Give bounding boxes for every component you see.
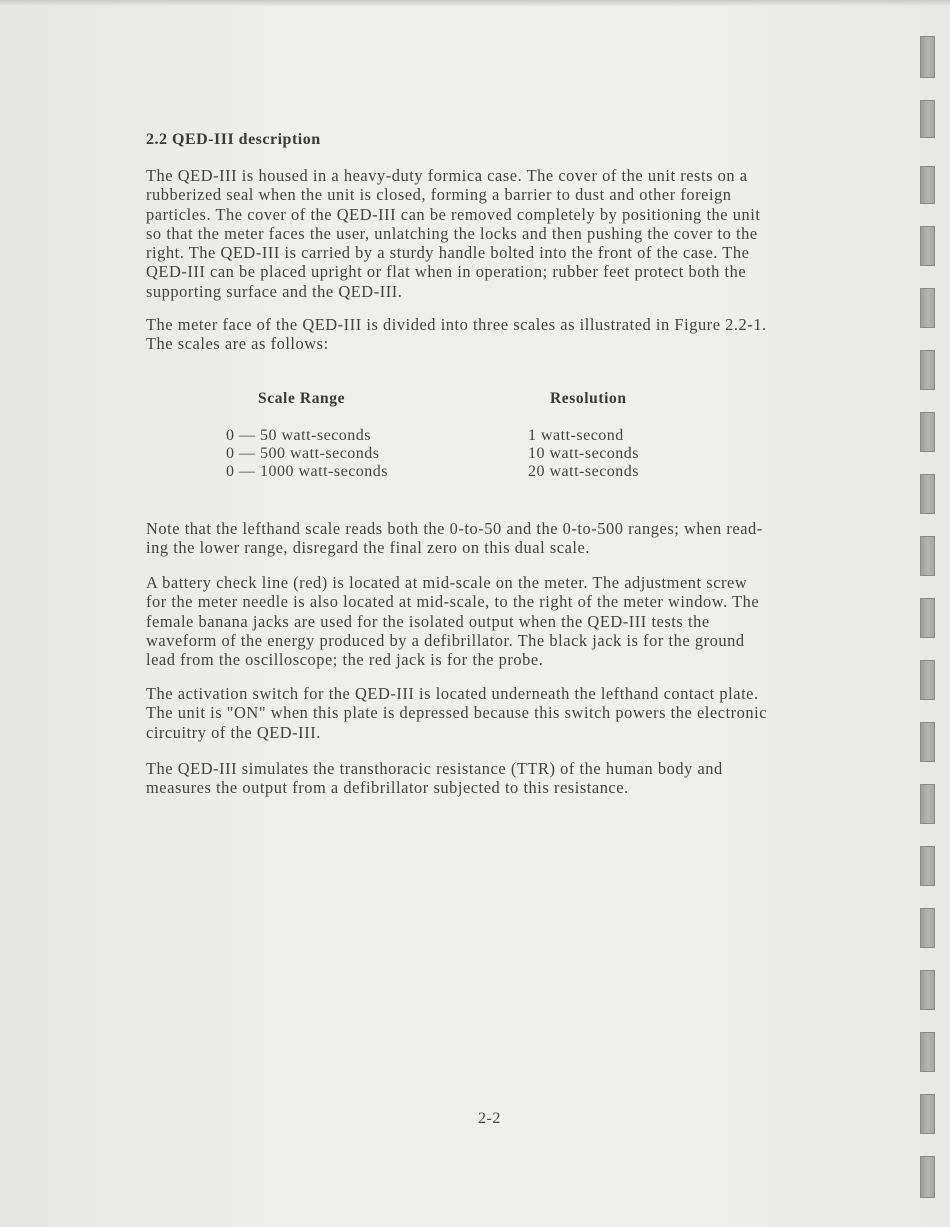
binding-tab (920, 226, 935, 266)
binding-tab (920, 846, 935, 886)
resolution-cell: 1 watt-second (528, 427, 624, 444)
scale-range-cell: 0 — 500 watt-seconds (226, 445, 380, 462)
page-top-edge (0, 0, 950, 6)
binding-tab (920, 1156, 935, 1198)
paragraph-ttr-simulation: The QED-III simulates the transthoracic resistance (TTR) of the human body and measures the output from a defibrillator subjected to this resistance. (146, 759, 723, 798)
binding-tab (920, 474, 935, 514)
resolution-cell: 10 watt-seconds (528, 445, 640, 462)
paragraph-battery-jacks: A battery check line (red) is located at mid-scale on the meter. The adjustment screw for the meter needle is also located at mid-scale, to the right of the meter window. The female banana jacks are used for the isolated output when the QED-III tests the waveform of the energy produced by a defibrillator. The black jack is for the ground lead from the oscilloscope; the red jack is for the probe. (146, 573, 760, 670)
scale-range-cell: 0 — 50 watt-seconds (226, 427, 372, 444)
paragraph-case-description: The QED-III is housed in a heavy-duty formica case. The cover of the unit rests on a rubberized seal when the unit is closed, forming a barrier to dust and other foreign particles. The cover of the QED-III can be removed completely by positioning the unit so that the meter faces the user, unlatching the locks and then pushing the cover to the right. The QED-III is carried by a sturdy handle bolted into the front of the case. The QED-III can be placed upright or flat when in operation; rubber feet protect both the supporting surface and the QED-III. (146, 166, 761, 301)
page-number: 2-2 (478, 1110, 501, 1127)
binding-tab (920, 660, 935, 700)
table-header-scale-range: Scale Range (258, 390, 346, 407)
binding-tab (920, 722, 935, 762)
binding-tab (920, 536, 935, 576)
binding-tab (920, 598, 935, 638)
table-header-resolution: Resolution (550, 390, 627, 407)
scale-range-cell: 0 — 1000 watt-seconds (226, 463, 389, 480)
binding-tab (920, 288, 935, 328)
paragraph-activation-switch: The activation switch for the QED-III is located underneath the lefthand contact plate. The unit is "ON" when this plate is depressed because this switch powers the electronic circuitry of the QED-III. (146, 684, 768, 742)
binding-tab (920, 166, 935, 204)
binding-tab (920, 36, 935, 78)
binding-tab (920, 412, 935, 452)
binding-tab (920, 100, 935, 138)
section-heading: 2.2 QED-III description (146, 131, 321, 148)
binding-tab (920, 350, 935, 390)
paragraph-dual-scale-note: Note that the lefthand scale reads both the 0-to-50 and the 0-to-500 ranges; when read- ing the lower range, disregard the final zero on this dual scale. (146, 519, 763, 558)
binding-tab (920, 1094, 935, 1134)
binding-tab (920, 1032, 935, 1072)
binding-tab (920, 784, 935, 824)
paragraph-meter-scales: The meter face of the QED-III is divided into three scales as illustrated in Figure 2.2-1. The scales are as follows: (146, 315, 767, 354)
binding-tab (920, 908, 935, 948)
resolution-cell: 20 watt-seconds (528, 463, 640, 480)
binding-tab (920, 970, 935, 1010)
